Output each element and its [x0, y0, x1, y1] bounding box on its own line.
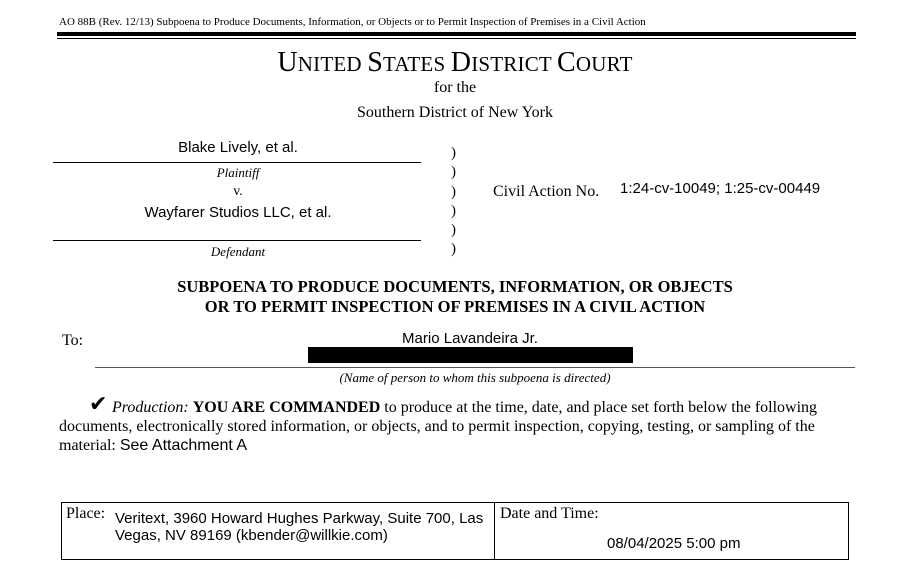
caption-paren: ) — [451, 203, 456, 219]
place-label: Place: — [66, 505, 106, 522]
subpoena-title-line2: OR TO PERMIT INSPECTION OF PREMISES IN A CIVIL ACTION — [204, 297, 706, 316]
redaction-bar — [308, 347, 633, 363]
civil-action-label: Civil Action No. — [493, 183, 600, 200]
production-paragraph — [59, 398, 859, 455]
plaintiff-label: Plaintiff — [216, 165, 260, 180]
plaintiff-name: Blake Lively, et al. — [178, 139, 298, 156]
civil-action-number: 1:24-cv-10049; 1:25-cv-00449 — [620, 180, 821, 197]
court-title-rest: OURT — [575, 52, 633, 76]
court-title-initial: D — [450, 47, 472, 78]
defendant-name: Wayfarer Studios LLC, et al. — [144, 204, 332, 221]
court-title — [0, 47, 910, 79]
production-label: Production: — [112, 399, 189, 416]
date-time-label: Date and Time: — [500, 505, 599, 522]
production-checkbox-icon[interactable]: ✔ — [89, 391, 108, 416]
caption-paren: ) — [451, 164, 456, 180]
for-the-text: for the — [433, 79, 477, 96]
caption-paren: ) — [451, 222, 456, 238]
production-text: to produce at the time, date, and place set forth below the following documents, electronically stored information, or objects, and to permit inspection, copying, testing, or sampling of the material: — [59, 399, 818, 454]
court-title-rest: TATES — [383, 52, 451, 76]
caption-paren: ) — [451, 145, 456, 161]
recipient-line — [95, 367, 855, 368]
caption-paren: ) — [451, 184, 456, 200]
place-value: Veritext, 3960 Howard Hughes Parkway, Suite 700, Las Vegas, NV 89169 (kbender@willkie.com) — [115, 510, 484, 544]
date-time-value: 08/04/2025 5:00 pm — [607, 535, 741, 552]
caption-paren: ) — [451, 241, 456, 257]
defendant-label: Defendant — [210, 244, 266, 259]
district-name: Southern District of New York — [357, 104, 553, 121]
defendant-signature-line — [53, 240, 421, 241]
attachment-reference: See Attachment A — [119, 437, 248, 454]
subpoena-title-line1: SUBPOENA TO PRODUCE DOCUMENTS, INFORMATION, OR OBJECTS — [177, 277, 733, 296]
court-title-initial: U — [277, 47, 298, 78]
command-text: YOU ARE COMMANDED — [192, 399, 381, 416]
court-title-initial: S — [367, 47, 383, 78]
header-rule-thick — [57, 32, 856, 36]
header-rule-thin — [57, 38, 856, 39]
form-identifier: AO 88B (Rev. 12/13) Subpoena to Produce Documents, Information, or Objects or to Permit Inspection of Premises in a Civil Action — [59, 16, 646, 28]
schedule-divider — [494, 503, 495, 559]
to-label: To: — [62, 332, 84, 349]
recipient-name: Mario Lavandeira Jr. — [402, 330, 538, 347]
court-title-rest: ISTRICT — [471, 52, 558, 76]
court-title-initial: C — [557, 47, 576, 78]
versus-text: v. — [233, 184, 243, 199]
plaintiff-signature-line — [53, 162, 421, 163]
court-title-rest: NITED — [297, 52, 368, 76]
recipient-note: (Name of person to whom this subpoena is directed) — [339, 370, 611, 385]
